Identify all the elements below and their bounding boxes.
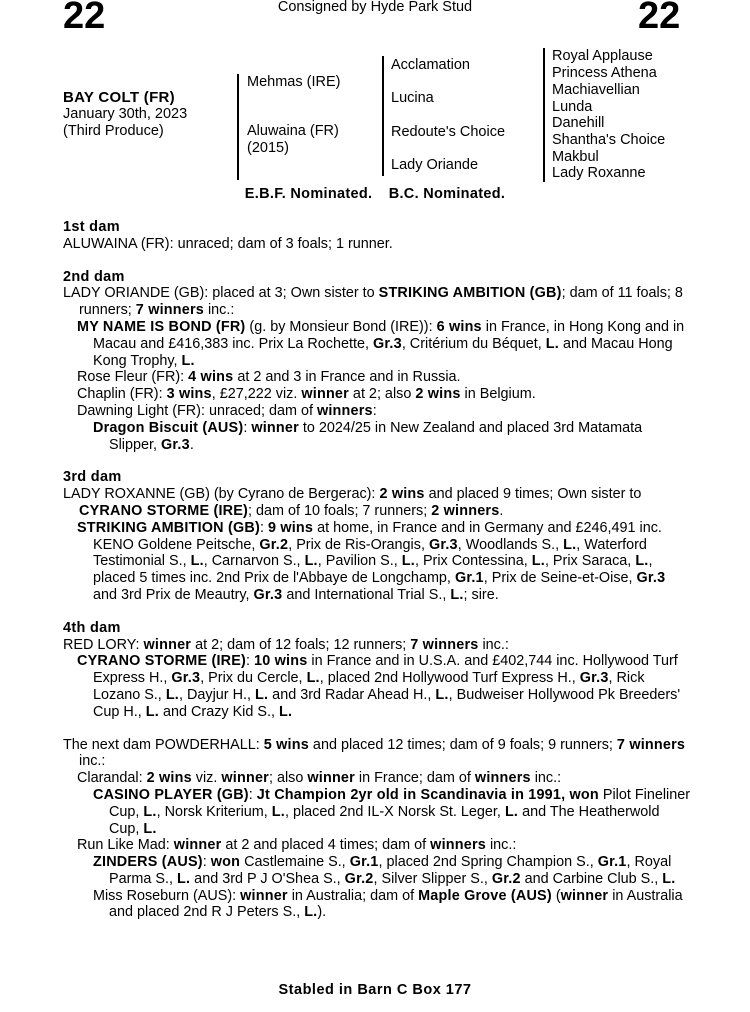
bold-text: L. bbox=[176, 870, 191, 887]
text: , Norsk Kriterium, bbox=[156, 803, 272, 820]
bold-text: winner bbox=[560, 887, 609, 904]
bold-text: L. bbox=[545, 335, 559, 352]
horse-info bbox=[63, 89, 187, 140]
bold-text: Jt Champion 2yr old in Scandinavia in 1991, won bbox=[256, 786, 599, 803]
bold-text: L. bbox=[143, 803, 157, 820]
nominations bbox=[0, 186, 750, 202]
bold-text: L. bbox=[143, 820, 157, 837]
bold-text: 2 winners bbox=[431, 502, 500, 519]
text: : bbox=[259, 519, 268, 536]
pedigree-entry bbox=[63, 854, 693, 888]
text: at 2; dam of 12 foals; 12 runners; bbox=[191, 636, 411, 653]
text: Pilot Fineliner Cup, bbox=[109, 786, 691, 820]
bold-text: 3 wins bbox=[166, 386, 212, 403]
text: . bbox=[499, 502, 504, 519]
text: , placed 2nd Spring Champion S., bbox=[378, 854, 598, 871]
dam-section bbox=[63, 269, 693, 454]
text: The next dam POWDERHALL: bbox=[63, 736, 264, 753]
text: LADY ROXANNE (GB) (by Cyrano de Bergerac): bbox=[63, 486, 380, 503]
bold-text: 2 wins bbox=[415, 386, 461, 403]
text: and International Trial S., bbox=[282, 586, 451, 603]
pedigree-great-grandparent: Machiavellian bbox=[552, 82, 640, 98]
pedigree-grandparent: Acclamation bbox=[391, 57, 470, 73]
bold-text: STRIKING AMBITION (GB) bbox=[77, 519, 260, 536]
pedigree-entry bbox=[63, 837, 693, 854]
pedigree-entry bbox=[63, 520, 693, 604]
text: ; dam of 10 foals; 7 runners; bbox=[248, 502, 432, 519]
pedigree-great-grandparent: Danehill bbox=[552, 115, 605, 131]
bold-text: Gr.2 bbox=[344, 870, 374, 887]
bold-text: Gr.3 bbox=[428, 536, 458, 553]
bold-text: L. bbox=[145, 703, 159, 720]
bold-text: 5 wins bbox=[263, 736, 309, 753]
text: ALUWAINA (FR): unraced; dam of 3 foals; 1 runner. bbox=[63, 235, 393, 252]
text: : bbox=[248, 786, 257, 803]
bold-text: Gr.1 bbox=[597, 854, 627, 871]
bold-text: L. bbox=[278, 703, 293, 720]
text: and placed 12 times; dam of 9 foals; 9 runners; bbox=[308, 736, 617, 753]
text: , Royal Parma S., bbox=[109, 854, 672, 887]
bold-text: Gr.2 bbox=[259, 536, 289, 553]
pedigree-bracket-great-grandparents bbox=[543, 48, 545, 182]
section-title: 2nd dam bbox=[63, 268, 125, 285]
bold-text: STRIKING AMBITION (GB) bbox=[378, 285, 562, 302]
bold-text: L. bbox=[306, 670, 320, 687]
bold-text: L. bbox=[190, 553, 204, 570]
dam-section bbox=[63, 469, 693, 603]
bold-text: Gr.3 bbox=[161, 436, 190, 453]
text: : bbox=[372, 402, 377, 419]
bold-text: winner bbox=[240, 887, 288, 904]
pedigree-great-grandparent: Lunda bbox=[552, 99, 593, 115]
text: , Dayjur H., bbox=[179, 686, 255, 703]
text: , placed 5 times inc. 2nd Prix de l'Abbaye de Longchamp, bbox=[93, 553, 653, 587]
text: ; dam of 11 foals; 8 runners; bbox=[79, 285, 683, 319]
bold-text: winner bbox=[307, 770, 355, 787]
text: , placed 2nd Hollywood Turf Express H., bbox=[319, 670, 580, 687]
pedigree-great-grandparent: Lady Roxanne bbox=[552, 165, 646, 181]
text: LADY ORIANDE (GB): placed at 3; Own sister to bbox=[63, 285, 379, 302]
bold-text: MY NAME IS BOND (FR) bbox=[77, 318, 246, 335]
bold-text: CASINO PLAYER (GB) bbox=[93, 786, 249, 803]
text: : bbox=[246, 653, 255, 670]
text: , Critérium du Béquet, bbox=[401, 335, 546, 352]
pedigree-great-grandparent: Shantha's Choice bbox=[552, 132, 666, 148]
text: ( bbox=[551, 887, 561, 904]
section-spacer bbox=[63, 253, 693, 269]
bold-text: L. bbox=[563, 536, 577, 553]
bold-text: Gr.1 bbox=[454, 570, 484, 587]
section-title: 4th dam bbox=[63, 619, 121, 636]
pedigree-entry bbox=[63, 770, 693, 787]
bold-text: L. bbox=[181, 352, 195, 369]
text: and 3rd P J O'Shea S., bbox=[190, 870, 345, 887]
bold-text: 9 wins bbox=[267, 519, 314, 536]
text: Chaplin (FR): bbox=[77, 386, 167, 403]
text: ). bbox=[317, 904, 327, 921]
text: , Carnarvon S., bbox=[203, 553, 305, 570]
pedigree-entry bbox=[63, 737, 693, 771]
bc-nomination: B.C. Nominated. bbox=[388, 186, 506, 202]
bold-text: Gr.3 bbox=[373, 335, 402, 352]
text: in France; dam of bbox=[354, 770, 475, 787]
horse-name: BAY COLT (FR) bbox=[63, 89, 175, 106]
bold-text: L. bbox=[635, 553, 649, 570]
bold-text: 2 wins bbox=[379, 486, 425, 503]
pedigree-entry bbox=[63, 637, 693, 654]
bold-text: Gr.2 bbox=[491, 870, 521, 887]
pedigree-bracket-grandparents bbox=[382, 56, 384, 176]
text: , Budweiser Hollywood Pk Breeders' Cup H., bbox=[93, 686, 681, 720]
pedigree-entry bbox=[63, 486, 693, 520]
text: and 3rd Prix de Meautry, bbox=[93, 586, 254, 603]
text: in Belgium. bbox=[460, 386, 536, 403]
text: in France, in Hong Kong and in Macau and £416,383 inc. Prix La Rochette, bbox=[93, 318, 685, 352]
text: in Australia; dam of bbox=[287, 887, 419, 904]
bold-text: L. bbox=[504, 803, 519, 820]
ebf-nomination: E.B.F. Nominated. bbox=[244, 186, 373, 202]
text: , Prix de Seine-et-Oise, bbox=[483, 570, 637, 587]
bold-text: winner bbox=[301, 386, 349, 403]
lot-number-left: 22 bbox=[63, 0, 106, 37]
text: RED LORY: bbox=[63, 636, 144, 653]
bold-text: won bbox=[210, 854, 241, 871]
bold-text: L. bbox=[304, 553, 318, 570]
text: , Waterford Testimonial S., bbox=[93, 536, 647, 570]
lot-number-right: 22 bbox=[638, 0, 681, 37]
bold-text: winner bbox=[251, 419, 299, 436]
pedigree-entry bbox=[63, 285, 693, 319]
pedigree-dam: Aluwaina (FR) bbox=[247, 123, 339, 139]
text: . bbox=[189, 436, 194, 453]
bold-text: Gr.1 bbox=[349, 854, 379, 871]
text: inc.: bbox=[485, 837, 517, 854]
produce-note: (Third Produce) bbox=[63, 123, 164, 139]
bold-text: L. bbox=[662, 870, 676, 887]
text: and Macau Hong Kong Trophy, bbox=[93, 335, 673, 369]
section-spacer bbox=[63, 721, 693, 737]
bold-text: 7 winners bbox=[616, 736, 686, 753]
text: ; also bbox=[268, 770, 308, 787]
text: , Pavilion S., bbox=[317, 553, 402, 570]
text: and Carbine Club S., bbox=[520, 870, 663, 887]
text: at home, in France and in Germany and £246,491 inc. KENO Goldene Peitsche, bbox=[93, 519, 662, 553]
bold-text: winners bbox=[430, 837, 486, 854]
bold-text: L. bbox=[435, 686, 449, 703]
text: inc.: bbox=[79, 753, 106, 770]
pedigree-sire: Mehmas (IRE) bbox=[247, 74, 341, 90]
dam-line-content bbox=[63, 219, 693, 921]
pedigree-great-grandparent: Royal Applause bbox=[552, 48, 653, 64]
text: Run Like Mad: bbox=[77, 837, 174, 854]
pedigree-entry bbox=[63, 888, 693, 922]
text: in France and in U.S.A. and £402,744 inc. Hollywood Turf Express H., bbox=[93, 653, 678, 687]
text: at 2 and placed 4 times; dam of bbox=[221, 837, 431, 854]
text: , Rick Lozano S., bbox=[93, 670, 645, 703]
section-spacer bbox=[63, 604, 693, 620]
bold-text: L. bbox=[165, 686, 180, 703]
bold-text: winner bbox=[143, 636, 192, 653]
text: Rose Fleur (FR): bbox=[77, 369, 189, 386]
pedigree-entry bbox=[63, 420, 693, 454]
bold-text: Gr.3 bbox=[579, 670, 609, 687]
pedigree-grandparent: Lucina bbox=[391, 90, 434, 106]
bold-text: Maple Grove (AUS) bbox=[418, 887, 552, 904]
text: at 2 and 3 in France and in Russia. bbox=[233, 369, 461, 386]
section-spacer bbox=[63, 453, 693, 469]
text: and placed 9 times; Own sister to bbox=[424, 486, 642, 503]
text: and Crazy Kid S., bbox=[159, 703, 279, 720]
pedigree-entry bbox=[63, 403, 693, 420]
text: , Woodlands S., bbox=[457, 536, 564, 553]
text: : bbox=[243, 419, 252, 436]
text: , Silver Slipper S., bbox=[373, 870, 492, 887]
pedigree-entry bbox=[63, 787, 693, 837]
text: , placed 2nd IL-X Norsk St. Leger, bbox=[284, 803, 505, 820]
text: to 2024/25 in New Zealand and placed 3rd Matamata Slipper, bbox=[109, 419, 643, 453]
text: Miss Roseburn (AUS): bbox=[93, 887, 241, 904]
text: ; sire. bbox=[463, 586, 499, 603]
pedigree-dam-year: (2015) bbox=[247, 140, 289, 156]
bold-text: L. bbox=[401, 553, 415, 570]
bold-text: winners bbox=[316, 402, 373, 419]
text: inc.: bbox=[530, 770, 562, 787]
bold-text: CYRANO STORME (IRE) bbox=[77, 653, 247, 670]
dam-section bbox=[63, 620, 693, 721]
bold-text: 7 winners bbox=[135, 302, 204, 319]
bold-text: L. bbox=[271, 803, 285, 820]
text: Castlemaine S., bbox=[240, 854, 350, 871]
pedigree-entry bbox=[63, 319, 693, 369]
bold-text: Dragon Biscuit (AUS) bbox=[93, 419, 244, 436]
text: viz. bbox=[191, 770, 222, 787]
pedigree-great-grandparent: Princess Athena bbox=[552, 65, 657, 81]
text: inc.: bbox=[478, 636, 509, 653]
consignor: Consigned by Hyde Park Stud bbox=[277, 0, 473, 15]
bold-text: L. bbox=[450, 586, 464, 603]
text: : bbox=[202, 854, 211, 871]
pedigree-grandparent: Redoute's Choice bbox=[391, 124, 506, 140]
pedigree-entry bbox=[63, 386, 693, 403]
section-title: 1st dam bbox=[63, 219, 120, 235]
pedigree-entry bbox=[63, 236, 693, 253]
dam-section bbox=[63, 737, 693, 922]
text: in Australia and placed 2nd R J Peters S., bbox=[109, 887, 683, 921]
text: , Prix du Cercle, bbox=[200, 670, 307, 687]
text: , Prix Saraca, bbox=[544, 553, 636, 570]
foaling-date: January 30th, 2023 bbox=[63, 106, 188, 122]
bold-text: Gr.3 bbox=[171, 670, 201, 687]
text: and 3rd Radar Ahead H., bbox=[268, 686, 436, 703]
bold-text: 6 wins bbox=[436, 318, 482, 335]
text: , Prix de Ris-Orangis, bbox=[288, 536, 429, 553]
section-title: 3rd dam bbox=[63, 469, 122, 486]
bold-text: L. bbox=[304, 904, 318, 921]
bold-text: L. bbox=[531, 553, 545, 570]
text: Clarandal: bbox=[77, 770, 147, 787]
bold-text: 10 wins bbox=[254, 653, 308, 670]
pedigree-entry bbox=[63, 369, 693, 386]
bold-text: ZINDERS (AUS) bbox=[93, 854, 203, 871]
text: and The Heatherwold Cup, bbox=[109, 803, 660, 837]
text: , Prix Contessina, bbox=[414, 553, 532, 570]
bold-text: 2 wins bbox=[146, 770, 192, 787]
bold-text: Gr.3 bbox=[636, 570, 666, 587]
text: at 2; also bbox=[348, 386, 416, 403]
text: (g. by Monsieur Bond (IRE)): bbox=[245, 318, 437, 335]
pedigree-grandparent: Lady Oriande bbox=[391, 157, 479, 173]
text: inc.: bbox=[203, 302, 235, 319]
text: Dawning Light (FR): unraced; dam of bbox=[77, 402, 317, 419]
bold-text: winner bbox=[221, 770, 269, 787]
bold-text: winners bbox=[474, 770, 531, 787]
bold-text: 4 wins bbox=[188, 369, 234, 386]
bold-text: winner bbox=[173, 837, 222, 854]
stabling-info: Stabled in Barn C Box 177 bbox=[278, 982, 472, 998]
pedigree-great-grandparent: Makbul bbox=[552, 149, 599, 165]
bold-text: CYRANO STORME (IRE) bbox=[79, 502, 249, 519]
dam-section bbox=[63, 219, 693, 253]
pedigree-entry bbox=[63, 653, 693, 720]
bold-text: Gr.3 bbox=[253, 586, 283, 603]
text: , £27,222 viz. bbox=[211, 386, 302, 403]
bold-text: 7 winners bbox=[410, 636, 479, 653]
bold-text: L. bbox=[254, 686, 269, 703]
pedigree-bracket-sires bbox=[237, 74, 239, 180]
